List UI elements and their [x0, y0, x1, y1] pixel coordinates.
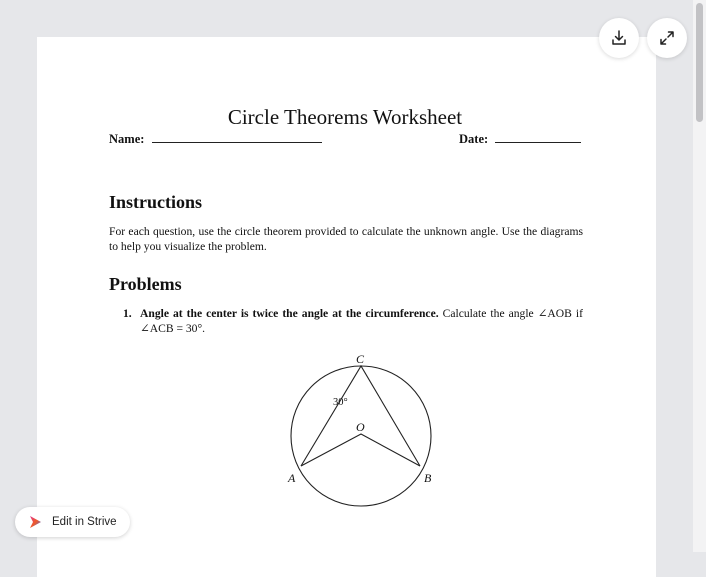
- label-c: C: [356, 352, 365, 366]
- date-line: [495, 142, 581, 143]
- date-field: [459, 132, 581, 147]
- problem-number: 1.: [123, 307, 132, 320]
- instructions-heading: Instructions: [109, 192, 203, 212]
- problem-text: Calculate the angle ∠AOB if ∠ACB = 30°.: [140, 307, 584, 335]
- edit-button-label: Edit in Strive: [52, 516, 117, 528]
- label-a: A: [288, 471, 296, 485]
- date-label: Date:: [459, 132, 489, 146]
- label-o: O: [356, 420, 365, 434]
- name-field: [109, 132, 322, 147]
- edit-in-strive-button[interactable]: [15, 507, 130, 537]
- expand-icon: [658, 29, 676, 47]
- page-title: Circle Theorems Worksheet: [227, 105, 463, 129]
- scrollbar-thumb[interactable]: [696, 3, 703, 122]
- name-line: [152, 142, 322, 143]
- problem-item: [123, 306, 583, 336]
- strive-logo-icon: [28, 515, 42, 529]
- central-angle-lines: [301, 434, 420, 466]
- instructions-text: For each question, use the circle theorem provided to calculate the unknown angle. Use the diagrams to help you visualize the problem.: [109, 225, 583, 253]
- name-label: Name:: [109, 132, 145, 146]
- label-b: B: [424, 471, 432, 485]
- download-button[interactable]: [599, 18, 639, 58]
- circle: [291, 366, 431, 506]
- problem-theorem: Angle at the center is twice the angle at the circumference.: [140, 307, 439, 320]
- download-icon: [610, 29, 628, 47]
- angle-label: 30°: [333, 397, 348, 408]
- inscribed-angle-lines: [301, 366, 420, 466]
- expand-button[interactable]: [647, 18, 687, 58]
- problems-heading: Problems: [109, 274, 182, 294]
- circle-diagram: [270, 345, 450, 552]
